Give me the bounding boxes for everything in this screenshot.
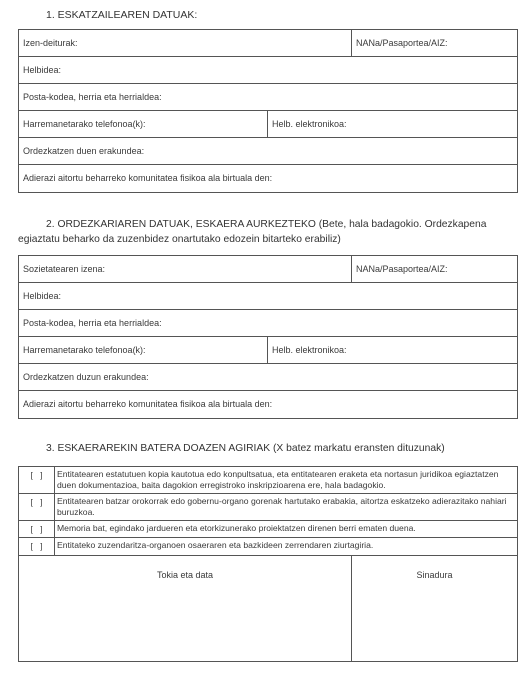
rep-postal-field[interactable]: Posta-kodea, herria eta herrialdea: bbox=[23, 318, 162, 328]
rep-community-row bbox=[19, 391, 517, 418]
email-field[interactable]: Helb. elektronikoa: bbox=[267, 111, 517, 137]
rep-community-field[interactable]: Adierazi aitortu beharreko komunitatea fisikoa ala birtuala den: bbox=[23, 399, 273, 409]
document-row bbox=[19, 521, 517, 538]
address-field[interactable]: Helbidea: bbox=[23, 65, 62, 75]
document-description: Entitatearen batzar orokorrak edo gobernu-organo gorenak hartutako erabakia, aitortza eskatzeko adierazitako nahiari buruzkoa. bbox=[57, 496, 507, 517]
entity-field[interactable]: Ordezkatzen duen erakundea: bbox=[23, 146, 145, 156]
signature-box[interactable] bbox=[352, 556, 517, 661]
rep-email-field[interactable]: Helb. elektronikoa: bbox=[267, 337, 517, 363]
name-row bbox=[19, 30, 517, 57]
company-name-field[interactable]: Sozietatearen izena: bbox=[23, 264, 106, 274]
document-row bbox=[19, 538, 517, 556]
community-field[interactable]: Adierazi aitortu beharreko komunitatea fisikoa ala birtuala den: bbox=[23, 173, 273, 183]
signature-label: Sinadura bbox=[416, 570, 453, 580]
document-description: Entitatearen estatutuen kopia kautotua edo konpultsatua, eta entitatearen eraketa eta nortasun juridikoa egiaztatzen duen dokumentazioa, baita dagokion erregistroko inskripzioarena ere, hala badagokio. bbox=[57, 469, 499, 490]
address-row bbox=[19, 57, 517, 84]
entity-row bbox=[19, 138, 517, 165]
document-description: Entitateko zuzendaritza-organoen osaeraren eta bazkideen zerrendaren ziurtagiria. bbox=[57, 540, 374, 550]
section-2-title-line-2: egiaztatu beharko da zuzenbidez onartutako edozein bitarteko erabiliz) bbox=[18, 234, 341, 245]
place-date-label: Tokia eta data bbox=[156, 570, 214, 580]
id-field[interactable]: NANa/Pasaportea/AIZ: bbox=[351, 30, 517, 56]
signature-area bbox=[19, 556, 517, 661]
rep-address-field[interactable]: Helbidea: bbox=[23, 291, 62, 301]
rep-address-row bbox=[19, 283, 517, 310]
document-checkbox[interactable]: [ ] bbox=[19, 494, 55, 520]
postal-row bbox=[19, 84, 517, 111]
section-2-title-line-1: 2. ORDEZKARIAREN DATUAK, ESKAERA AURKEZTEKO (Bete, hala badagokio. Ordezkapena bbox=[46, 219, 487, 230]
document-row bbox=[19, 494, 517, 521]
applicant-data-form bbox=[18, 29, 518, 193]
rep-entity-row bbox=[19, 364, 517, 391]
rep-postal-row bbox=[19, 310, 517, 337]
contact-row bbox=[19, 111, 517, 138]
document-description: Memoria bat, egindako jardueren eta etorkizunerako proiektatzen direnen berri ematen duena. bbox=[57, 523, 416, 533]
representative-data-form bbox=[18, 255, 518, 419]
document-checkbox[interactable]: [ ] bbox=[19, 467, 55, 493]
community-row bbox=[19, 165, 517, 192]
document-checkbox[interactable]: [ ] bbox=[19, 521, 55, 537]
document-row bbox=[19, 467, 517, 494]
attached-documents-table bbox=[18, 466, 518, 662]
section-1-title: 1. ESKATZAILEAREN DATUAK: bbox=[46, 9, 198, 21]
rep-id-field[interactable]: NANa/Pasaportea/AIZ: bbox=[351, 256, 517, 282]
rep-phone-field[interactable]: Harremanetarako telefonoa(k): bbox=[23, 345, 146, 355]
phone-field[interactable]: Harremanetarako telefonoa(k): bbox=[23, 119, 146, 129]
section-3-title: 3. ESKAERAREKIN BATERA DOAZEN AGIRIAK (X batez markatu eransten dituzunak) bbox=[46, 443, 445, 454]
document-checkbox[interactable]: [ ] bbox=[19, 538, 55, 555]
rep-entity-field[interactable]: Ordezkatzen duzun erakundea: bbox=[23, 372, 149, 382]
company-name-row bbox=[19, 256, 517, 283]
postal-field[interactable]: Posta-kodea, herria eta herrialdea: bbox=[23, 92, 162, 102]
rep-contact-row bbox=[19, 337, 517, 364]
name-field[interactable]: Izen-deiturak: bbox=[23, 38, 78, 48]
place-date-box[interactable] bbox=[19, 556, 352, 661]
